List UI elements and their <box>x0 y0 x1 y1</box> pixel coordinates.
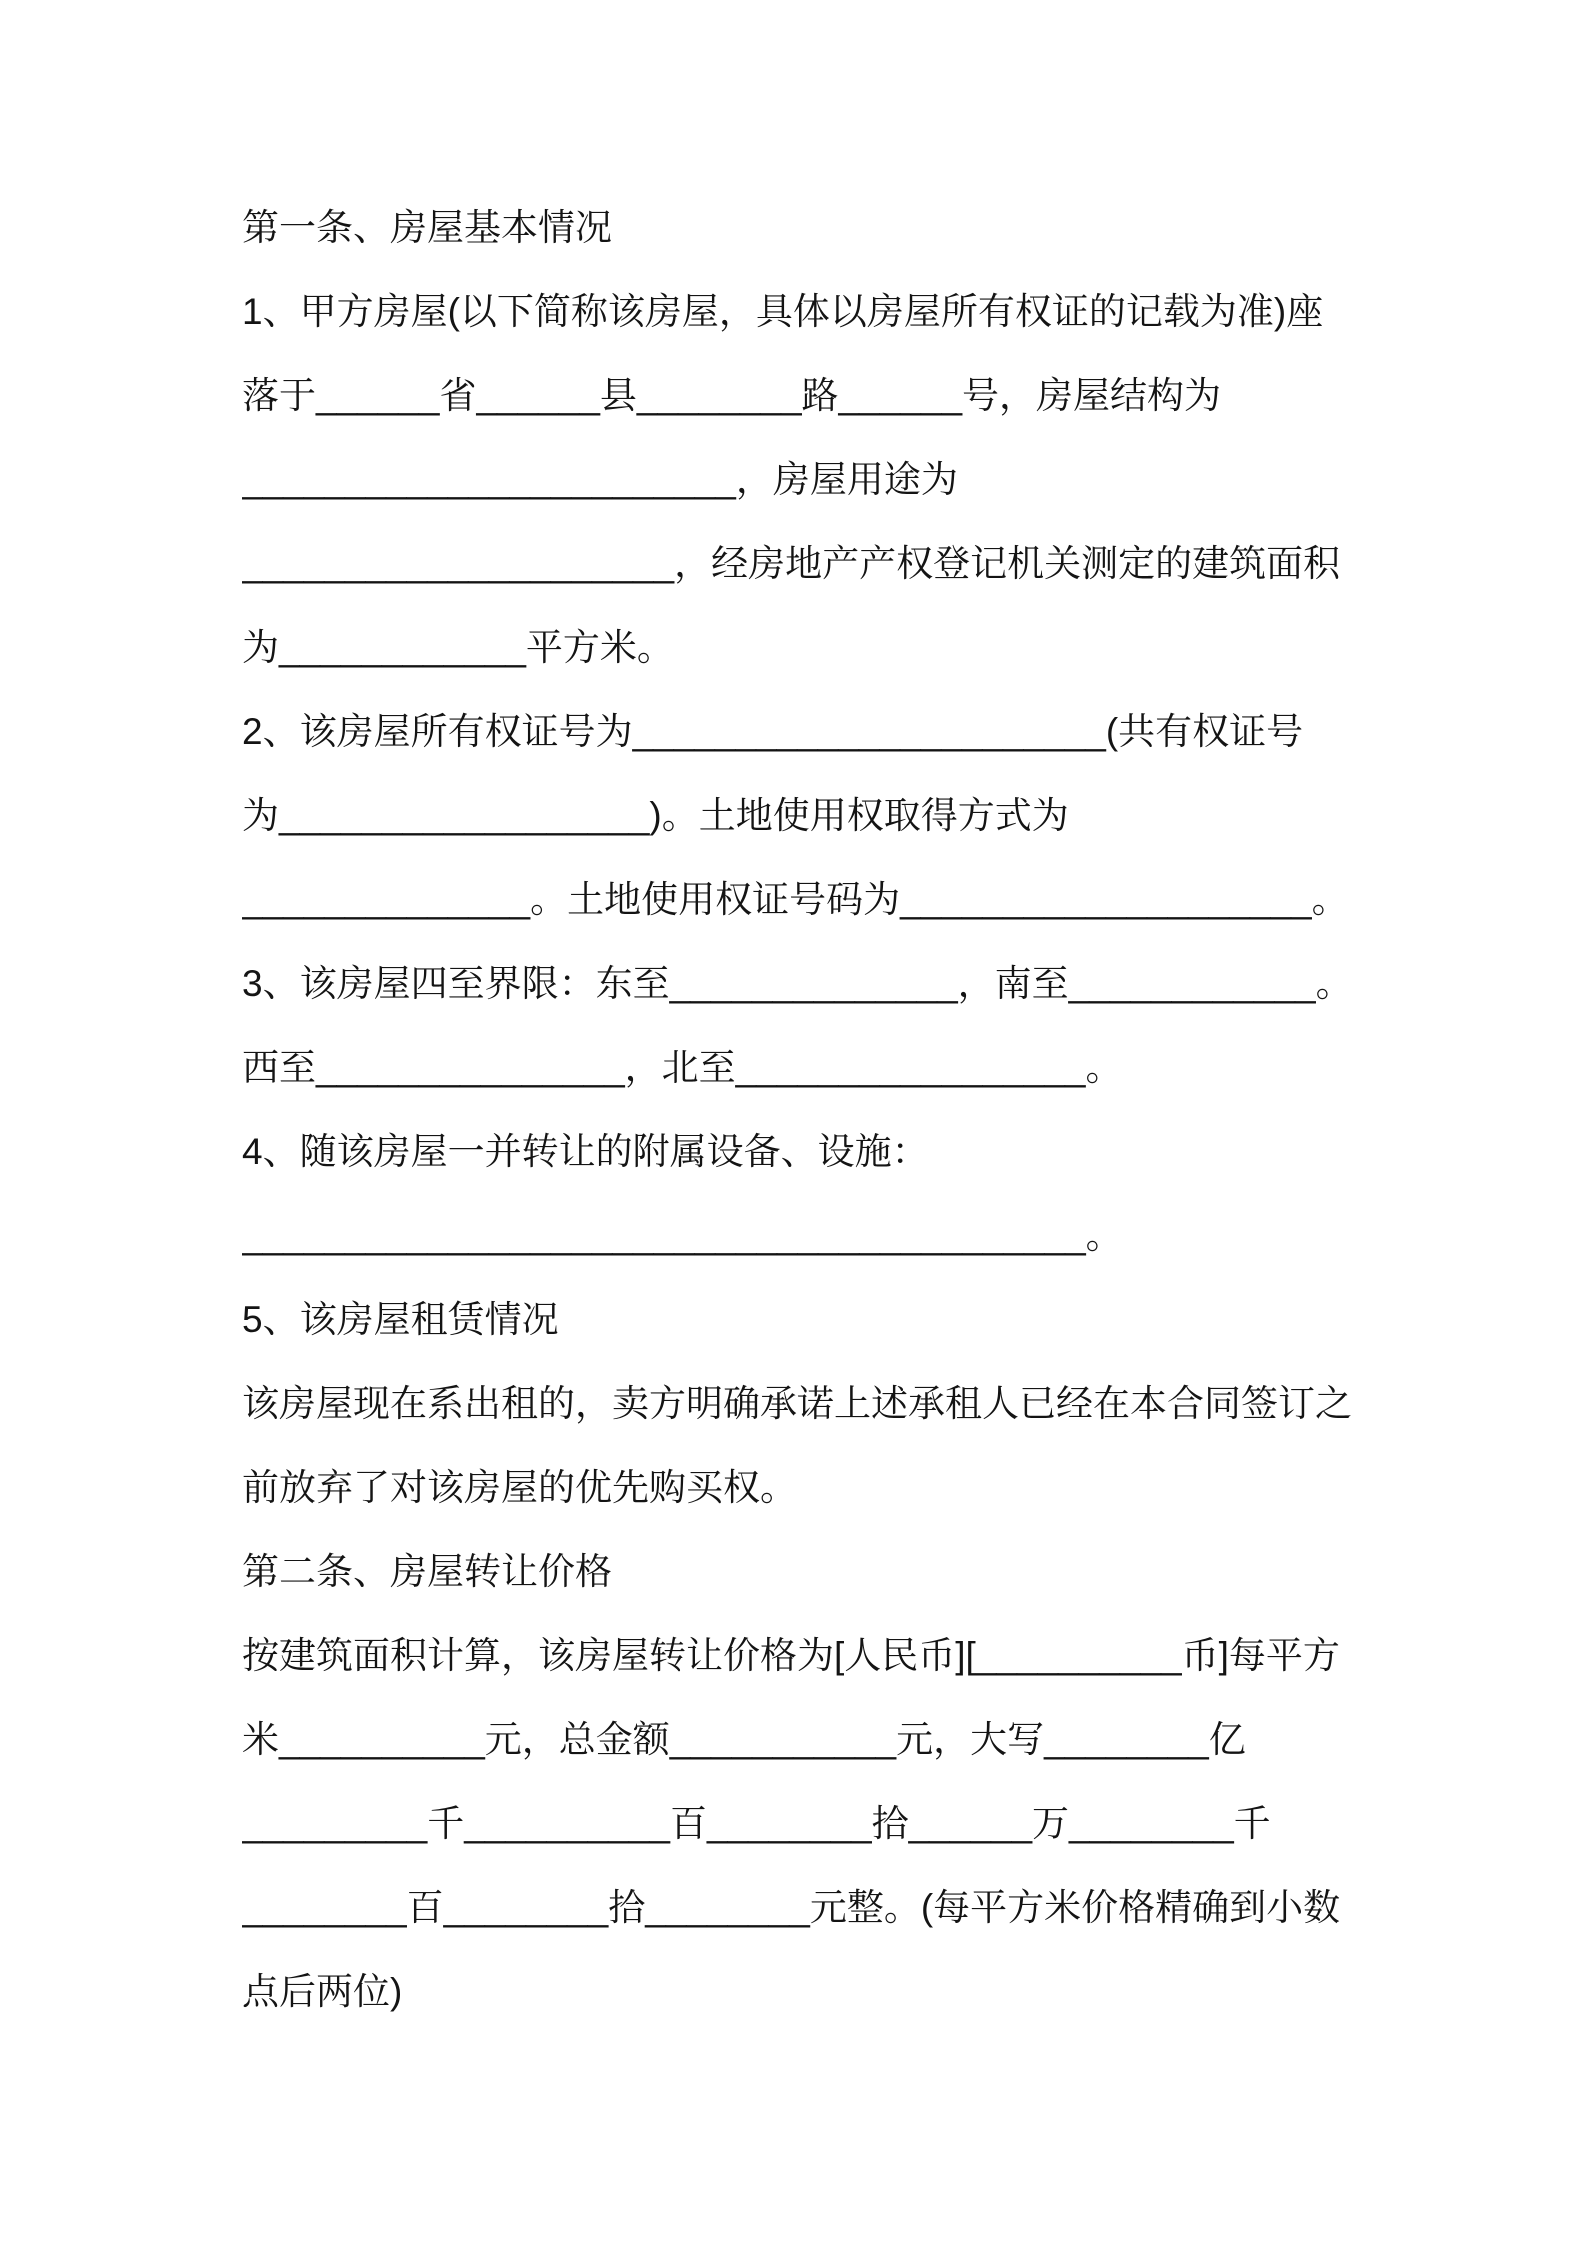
article-1-line: 该房屋现在系出租的，卖方明确承诺上述承租人已经在本合同签订之 <box>242 1383 1352 1424</box>
article-1-line: ______________。土地使用权证号码为____________________。 <box>242 879 1349 920</box>
article-2-heading: 第二条、房屋转让价格 <box>242 1551 612 1592</box>
article-1-line: 前放弃了对该房屋的优先购买权。 <box>242 1467 797 1508</box>
document-body <box>242 186 1542 2034</box>
article-1-line: _____________________，经房地产产权登记机关测定的建筑面积 <box>242 543 1341 584</box>
article-2-line: 按建筑面积计算，该房屋转让价格为[人民币][__________币]每平方 <box>242 1635 1340 1676</box>
article-1-line: 2、该房屋所有权证号为_______________________(共有权证号 <box>242 711 1304 752</box>
article-2-line: 点后两位) <box>242 1971 403 2012</box>
article-1-line: 西至_______________，北至_________________。 <box>242 1047 1123 1088</box>
article-1-line: 5、该房屋租赁情况 <box>242 1299 559 1340</box>
article-1-heading: 第一条、房屋基本情况 <box>242 207 612 248</box>
article-1-line: 为__________________)。土地使用权取得方式为 <box>242 795 1069 836</box>
article-1-line: 为____________平方米。 <box>242 627 674 668</box>
article-1-line: 落于______省______县________路______号，房屋结构为 <box>242 375 1222 416</box>
article-1-line: 3、该房屋四至界限：东至______________，南至____________。 <box>242 963 1353 1004</box>
article-1-line: _________________________________________。 <box>242 1215 1123 1256</box>
article-2-line: 米__________元，总金额___________元，大写________亿 <box>242 1719 1246 1760</box>
article-2-line: _________千__________百________拾______万________千 <box>242 1803 1271 1844</box>
article-1-line: 1、甲方房屋(以下简称该房屋，具体以房屋所有权证的记载为准)座 <box>242 291 1324 332</box>
article-1-line: ________________________，房屋用途为 <box>242 459 958 500</box>
article-1-line: 4、随该房屋一并转让的附属设备、设施： <box>242 1131 929 1172</box>
article-2-line: ________百________拾________元整。(每平方米价格精确到小数 <box>242 1887 1341 1928</box>
